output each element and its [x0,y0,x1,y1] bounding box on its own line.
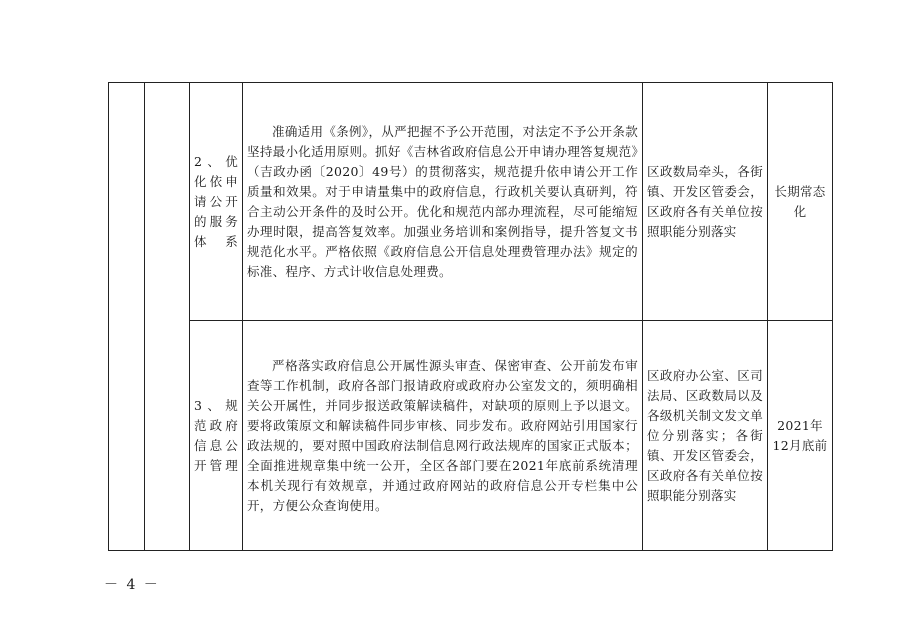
table-row [109,83,833,321]
task-table [108,82,833,551]
task-item-name: 3、规范政府信息公开管理 [190,321,243,551]
task-content [243,83,643,321]
task-item-name: 2、优化依申请公开的服务体系 [190,83,243,321]
task-content-text: 严格落实政府信息公开属性源头审查、保密审查、公开前发布审查等工作机制，政府各部门报请政府或政府办公室发文的，须明确相关公开属性，并同步报送政策解读稿件，对缺项的原则上予以退文。要将政策原文和解读稿件同步审核、同步发布。政府网站引用国家行政法规的，要对照中国政府法制信息网行政法规库的国家正式版本；全面推进规章集中统一公开，全区各部门要在2021年底前系统清理本机关现行有效规章，并通过政府网站的政府信息公开专栏集中公开，方便公众查询使用。 [247,357,638,513]
empty-cell [109,83,145,551]
table-row [109,321,833,551]
empty-cell [145,83,190,551]
task-content [243,321,643,551]
responsible-unit: 区政府办公室、区司法局、区政数局以及各级机关制文发文单位分别落实；各街镇、开发区管委会，区政府各有关单位按照职能分别落实 [643,321,768,551]
deadline: 长期常态化 [768,83,833,321]
task-content-text: 准确适用《条例》，从严把握不予公开范围，对法定不予公开条款坚持最小化适用原则。抓好《吉林省政府信息公开申请办理答复规范》（吉政办函〔2020〕49号）的贯彻落实，规范提升依申请公开工作质量和效果。对于申请量集中的政府信息，行政机关要认真研判，符合主动公开条件的及时公开。优化和规范内部办理流程，尽可能缩短办理时限，提高答复效率。加强业务培训和案例指导，提升答复文书规范化水平。严格依照《政府信息公开信息处理费管理办法》规定的标准、程序、方式计收信息处理费。 [247,123,638,279]
page-number: － 4 － [104,577,160,593]
deadline: 2021年12月底前 [768,321,833,551]
responsible-unit: 区政数局牵头，各街镇、开发区管委会，区政府各有关单位按照职能分别落实 [643,83,768,321]
